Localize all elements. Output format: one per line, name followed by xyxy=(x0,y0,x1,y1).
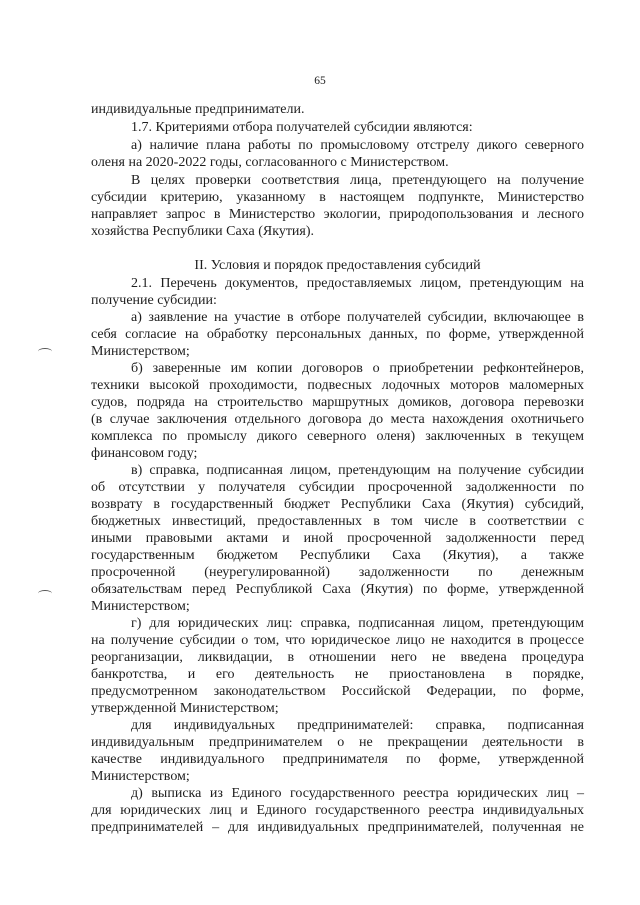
text-line: Министерством; xyxy=(91,769,190,784)
text-line: качестве индивидуального предпринимателя по форме, утвержденной xyxy=(91,752,584,767)
page-number: 65 xyxy=(314,75,326,87)
text-line: направляет запрос в Министерство экологии, природопользования и лесного xyxy=(91,207,584,222)
text-line: обязательствам перед Республикой Саха (Якутия) по форме, утвержденной xyxy=(91,582,584,597)
text-line: б) заверенные им копии договоров о приобретении рефконтейнеров, xyxy=(131,361,584,376)
text-line: государственным бюджетом Республики Саха (Якутия), а также xyxy=(91,548,584,563)
text-line: иными правовыми актами и иной просроченной задолженности перед xyxy=(91,531,584,546)
text-line: хозяйства Республики Саха (Якутия). xyxy=(91,224,315,239)
text-line: банкротства, и его деятельность не приостановлена в порядке, xyxy=(91,667,584,682)
text-line: субсидии критерию, указанному в настоящем подпункте, Министерство xyxy=(91,190,584,205)
text-line: возврату в государственный бюджет Республики Саха (Якутия) субсидий, xyxy=(91,497,584,512)
text-line: себя согласие на обработку персональных данных, по форме, утвержденной xyxy=(91,327,584,342)
text-line: 1.7. Критериями отбора получателей субсидии являются: xyxy=(131,120,473,135)
text-line: для юридических лиц и Единого государственного реестра индивидуальных xyxy=(91,803,584,818)
text-line: получение субсидии: xyxy=(91,293,217,308)
text-line: оленя на 2020-2022 годы, согласованного с Министерством. xyxy=(91,155,449,170)
text-line: предусмотренном законодательством Российской Федерации, по форме, xyxy=(91,684,584,699)
text-line: просроченной (неурегулированной) задолженности по денежным xyxy=(91,565,584,580)
text-line: реорганизации, ликвидации, в отношении него не введена процедура xyxy=(91,650,584,665)
text-line: В целях проверки соответствия лица, претендующего на получение xyxy=(131,173,584,188)
text-line: индивидуальные предприниматели. xyxy=(91,102,305,117)
text-line: а) наличие плана работы по промысловому отстрелу дикого северного xyxy=(131,138,584,153)
text-line: финансовом году; xyxy=(91,446,198,461)
text-line: д) выписка из Единого государственного реестра юридических лиц – xyxy=(131,786,584,801)
text-line: об отсутствии у получателя субсидии просроченной задолженности по xyxy=(91,480,584,495)
text-line: комплекса по промыслу дикого северного оленя) заключенных в текущем xyxy=(91,429,584,444)
text-line: (в случае заключения отдельного договора до места нахождения охотничьего xyxy=(91,412,584,427)
text-line: на получение субсидии о том, что юридическое лицо не находится в процессе xyxy=(91,633,584,648)
text-line: для индивидуальных предпринимателей: справка, подписанная xyxy=(131,718,584,733)
text-line: утвержденной Министерством; xyxy=(91,701,279,716)
text-line: предпринимателей – для индивидуальных предпринимателей, полученная не xyxy=(91,820,584,835)
text-line: Министерством; xyxy=(91,599,190,614)
text-line: индивидуальным предпринимателем о не прекращении деятельности в xyxy=(91,735,584,750)
text-line: в) справка, подписанная лицом, претендующим на получение субсидии xyxy=(131,463,584,478)
margin-mark xyxy=(38,348,52,355)
text-line: техники высокой проходимости, подвесных лодочных моторов маломерных xyxy=(91,378,584,393)
text-line: Министерством; xyxy=(91,344,190,359)
text-line: г) для юридических лиц: справка, подписанная лицом, претендующим xyxy=(131,616,584,631)
margin-mark xyxy=(38,590,52,597)
text-line: бюджетных инвестиций, предоставленных в том числе в соответствии с xyxy=(91,514,584,529)
text-line: судов, подряда на строительство маршрутных домиков, договора перевозки xyxy=(91,395,584,410)
section-heading: II. Условия и порядок предоставления субсидий xyxy=(194,258,481,273)
text-line: 2.1. Перечень документов, предоставляемых лицом, претендующим на xyxy=(131,276,584,291)
text-line: а) заявление на участие в отборе получателей субсидии, включающее в xyxy=(131,310,584,325)
